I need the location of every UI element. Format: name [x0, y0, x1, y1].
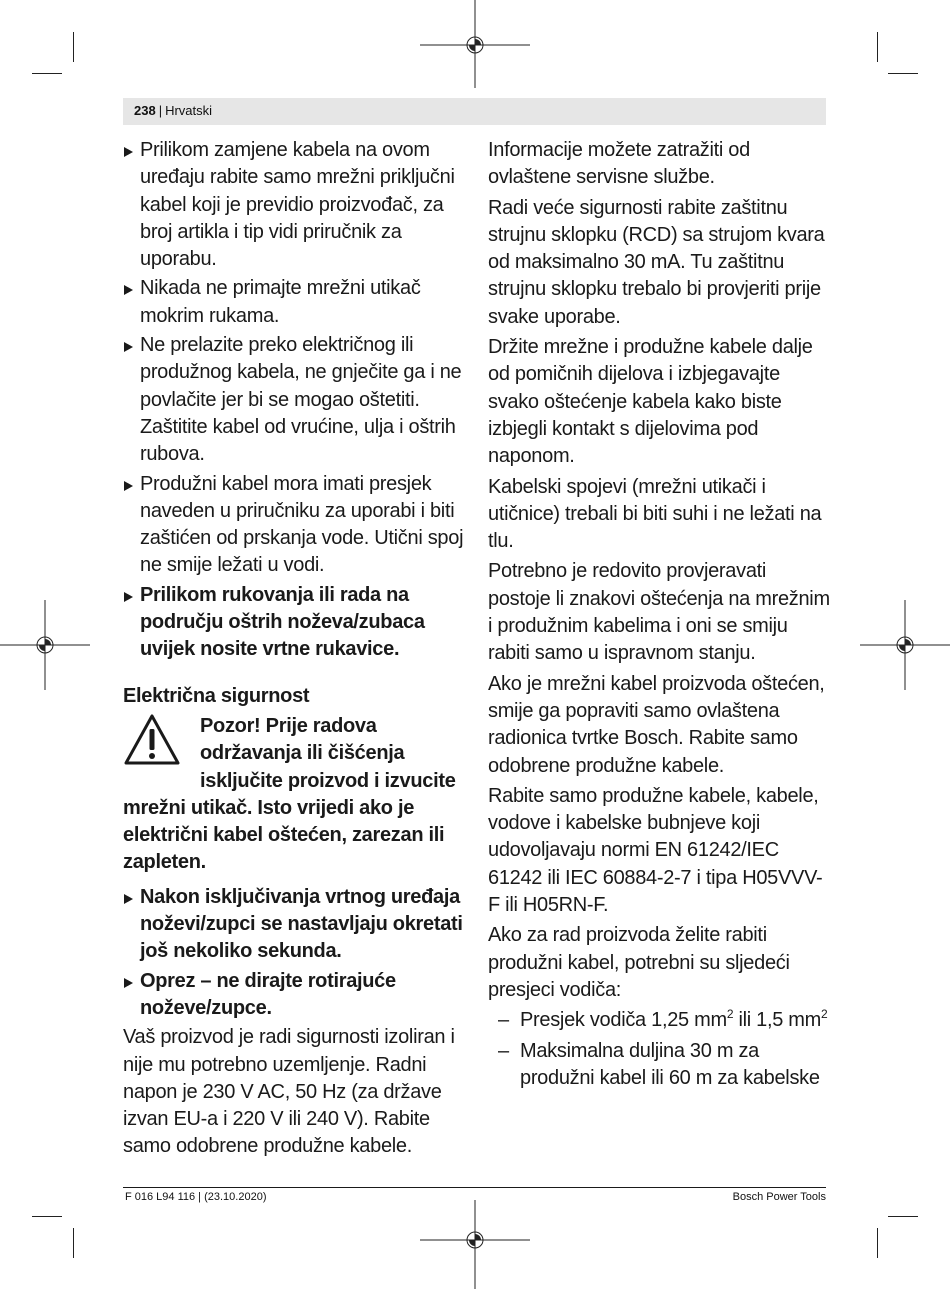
left-column: [123, 137, 468, 1164]
list-item: Ne prelazite preko električnog ili produžnog kabela, ne gnječite ga i ne povlačite jer bi se mogao oštetiti. Zaštitite kabel od vrućine, ulja i oštrih rubova.: [123, 332, 468, 468]
bullet-triangle-icon: [124, 592, 133, 602]
bullet-triangle-icon: [124, 894, 133, 904]
paragraph: Ako za rad proizvoda želite rabiti produžni kabel, potrebni su sljedeći presjeci vodiča:: [488, 924, 790, 1001]
header-bar: [123, 98, 826, 125]
list-item: Produžni kabel mora imati presjek naveden u priručniku za uporabi i biti zaštićen od prskanja vode. Utični spoj ne smije ležati u vodi.: [123, 471, 468, 580]
warning-text: mrežni utikač. Isto vrijedi ako je električni kabel oštećen, zarezan ili zapleten.: [123, 796, 445, 874]
warning-line: isključite proizvod i izvucite: [200, 769, 456, 792]
page-language: Hrvatski: [165, 103, 213, 118]
paragraph: Kabelski spojevi (mrežni utikači i utičnice) trebali bi biti suhi i ne ležati na tlu.: [488, 475, 822, 553]
bullet-triangle-icon: [124, 342, 133, 352]
warning-triangle-icon: [123, 713, 181, 767]
bullet-triangle-icon: [124, 147, 133, 157]
bullet-triangle-icon: [124, 285, 133, 295]
paragraph: Držite mrežne i produžne kabele dalje od pomičnih dijelova i izbjegavajte svako oštećenje kabela kako biste izbjegli kontakt s dijelovima pod naponom.: [488, 336, 813, 468]
list-item: Prilikom zamjene kabela na ovom uređaju rabite samo mrežni priključni kabel koji je previdio proizvođač, za broj artikla i tip vidi priručnik za uporabu.: [123, 137, 468, 273]
footer-document-code: F 016 L94 116 | (23.10.2020): [125, 1191, 267, 1203]
list-item: Nikada ne primajte mrežni utikač mokrim rukama.: [123, 275, 468, 330]
paragraph: Radi veće sigurnosti rabite zaštitnu strujnu sklopku (RCD) sa strujom kvara od maksimalno 30 mA. Tu zaštitnu strujnu sklopku trebalo bi provjeriti prije svake uporabe.: [488, 196, 825, 328]
warning-line: Pozor! Prije radova: [200, 714, 377, 737]
section-heading: Električna sigurnost: [123, 684, 310, 707]
right-column: [488, 137, 833, 1095]
page-header: 238 | Hrvatski: [134, 103, 213, 118]
paragraph: Potrebno je redovito provjeravati postoje li znakovi oštećenja na mrežnim i produžnim kabelima i oni se smiju rabiti samo u ispravnom stanju.: [488, 560, 830, 665]
bullet-triangle-icon: [124, 978, 133, 988]
dash-list-item: – Maksimalna duljina 30 m za produžni kabel ili 60 m za kabelske: [498, 1039, 820, 1089]
list-item-bold: Nakon isključivanja vrtnog uređaja noževi/zupci se nastavljaju okretati još nekoliko sekunda.: [123, 884, 468, 966]
footer-rule: [123, 1187, 826, 1188]
paragraph: Vaš proizvod je radi sigurnosti izoliran i nije mu potrebno uzemljenje. Radni napon je 230 V AC, 50 Hz (za države izvan EU-a i 220 V ili 240 V). Rabite samo odobrene produžne kabele.: [123, 1026, 455, 1158]
dash-marker: –: [498, 1039, 509, 1062]
bullet-triangle-icon: [124, 481, 133, 491]
dash-marker: –: [498, 1009, 509, 1032]
footer-brand: Bosch Power Tools: [732, 1191, 826, 1203]
warning-line: održavanja ili čišćenja: [200, 742, 405, 765]
page-number: 238: [134, 103, 156, 118]
warning-block: [123, 713, 468, 877]
list-item-bold: Oprez – ne dirajte rotirajuće noževe/zupce.: [123, 968, 468, 1023]
paragraph: Informacije možete zatražiti od ovlaštene servisne službe.: [488, 139, 750, 189]
paragraph: Rabite samo produžne kabele, kabele, vodove i kabelske bubnjeve koji udovoljavaju normi EN 61242/IEC 61242 ili IEC 60884-2-7 i tipa H05VVV-F ili H05RN-F.: [488, 784, 823, 917]
paragraph: Ako je mrežni kabel proizvoda oštećen, smije ga popraviti samo ovlaštena radionica tvrtke Bosch. Rabite samo odobrene produžne kabele.: [488, 672, 825, 777]
dash-list-item: – Presjek vodiča 1,25 $mm^2$ ili 1,5 $mm^2$: [488, 1007, 833, 1034]
list-item-bold: Prilikom rukovanja ili rada na području oštrih noževa/zubaca uvijek nosite vrtne rukavice.: [123, 582, 468, 664]
